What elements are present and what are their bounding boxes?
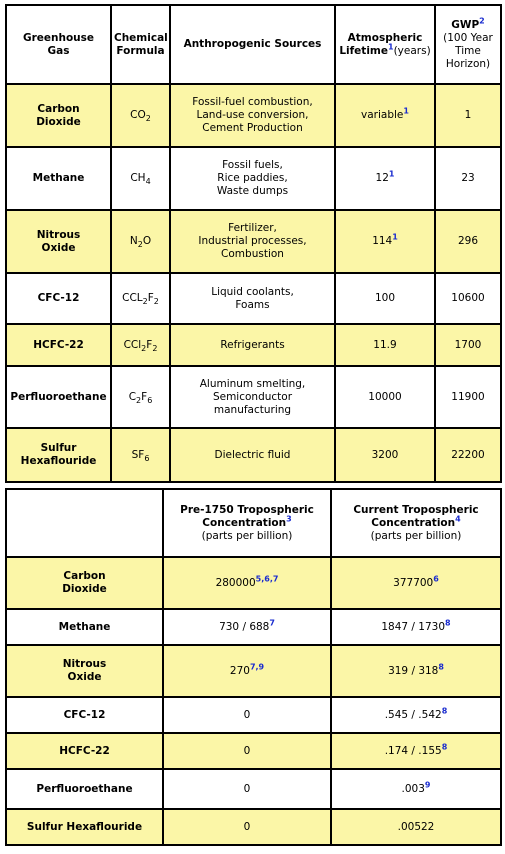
- table1-header-row: [6, 5, 501, 84]
- formula-subscript: 2: [152, 343, 158, 353]
- lifetime-value: 100: [374, 292, 396, 304]
- lifetime-unit: (years): [393, 44, 431, 57]
- lifetime-value: 12: [375, 172, 389, 184]
- formula-part: C: [128, 390, 137, 403]
- table-row: [6, 147, 501, 210]
- formula-part: F: [147, 292, 154, 304]
- gwp-note: (100 Year Time Horizon): [443, 31, 493, 70]
- formula-subscript: 2: [153, 297, 159, 307]
- gwp-value: 1700: [435, 324, 501, 366]
- formula-subscript: 2: [136, 395, 142, 405]
- chemical-formula: [111, 428, 170, 482]
- anthropogenic-sources: Liquid coolants, Foams: [170, 273, 335, 324]
- lifetime-value: 10000: [368, 390, 402, 403]
- pre-value: 0: [243, 744, 251, 757]
- table-row: [6, 645, 501, 697]
- lifetime-value: 3200: [371, 448, 399, 461]
- table-row: [6, 769, 501, 809]
- greenhouse-gas-properties-table: [5, 4, 502, 483]
- cur-value: .00522: [397, 820, 435, 833]
- atmospheric-lifetime: [335, 428, 435, 482]
- table2-body: [6, 557, 501, 845]
- pre-1750-concentration: [163, 733, 331, 769]
- table2-header-row: [6, 489, 501, 557]
- header-gwp: [435, 5, 501, 84]
- footnote-ref: 7: [269, 618, 275, 627]
- formula-part: O: [142, 235, 152, 247]
- lifetime-value: variable: [361, 109, 404, 121]
- gas-name: Sulfur Hexaflouride: [6, 809, 163, 845]
- pre-value: 280000: [215, 576, 256, 589]
- formula-subscript: 2: [141, 343, 147, 353]
- cur-value: .003: [401, 782, 425, 795]
- header-pre-1750-concentration: [163, 489, 331, 557]
- current-concentration: [331, 645, 501, 697]
- table-row: [6, 210, 501, 273]
- pre-value: 0: [243, 782, 251, 795]
- table-row: [6, 609, 501, 645]
- footnote-ref: 5,6,7: [255, 574, 279, 583]
- atmospheric-lifetime: [335, 366, 435, 428]
- gwp-value: 22200: [435, 428, 501, 482]
- footnote-ref: 8: [438, 662, 444, 671]
- pre-value: 730 / 688: [219, 620, 270, 633]
- header-anthropogenic-sources: Anthropogenic Sources: [170, 5, 335, 84]
- current-concentration: [331, 557, 501, 609]
- footnote-ref: 9: [424, 780, 431, 789]
- formula-subscript: 6: [144, 453, 150, 463]
- current-concentration: [331, 733, 501, 769]
- atmospheric-lifetime: [335, 324, 435, 366]
- cur-value: .545 / .542: [384, 708, 442, 721]
- formula-part: CO: [130, 109, 146, 121]
- gas-name: Carbon Dioxide: [6, 557, 163, 609]
- cur-title: Current Tropospheric Concentration: [353, 503, 479, 529]
- formula-subscript: 2: [145, 114, 151, 124]
- gas-name: Carbon Dioxide: [6, 84, 111, 147]
- pre-value: 0: [243, 708, 251, 721]
- gas-name: CFC-12: [6, 273, 111, 324]
- footnote-ref: 8: [445, 618, 451, 627]
- pre-1750-concentration: [163, 769, 331, 809]
- formula-part: CH: [130, 172, 146, 184]
- cur-unit: (parts per billion): [370, 529, 462, 542]
- footnote-ref: 1: [403, 106, 409, 116]
- table-row: [6, 324, 501, 366]
- table-row: [6, 366, 501, 428]
- formula-subscript: 6: [147, 395, 153, 405]
- table-row: [6, 84, 501, 147]
- footnote-ref: 8: [441, 742, 448, 751]
- anthropogenic-sources: Aluminum smelting, Semiconductor manufacturing: [170, 366, 335, 428]
- header-atmospheric-lifetime: [335, 5, 435, 84]
- atmospheric-lifetime: [335, 273, 435, 324]
- pre-1750-concentration: [163, 809, 331, 845]
- pre-value: 0: [243, 820, 251, 833]
- footnote-ref: 1: [388, 42, 394, 51]
- formula-part: F: [146, 338, 153, 351]
- formula-part: SF: [131, 448, 145, 461]
- gas-name: HCFC-22: [6, 324, 111, 366]
- lifetime-value: 114: [372, 235, 393, 247]
- anthropogenic-sources: Fossil fuels, Rice paddies, Waste dumps: [170, 147, 335, 210]
- formula-subscript: 2: [137, 240, 143, 250]
- gas-name: HCFC-22: [6, 733, 163, 769]
- footnote-ref: 6: [433, 574, 439, 583]
- lifetime-value: 11.9: [373, 338, 397, 351]
- atmospheric-lifetime: [335, 84, 435, 147]
- formula-part: CCL: [122, 292, 143, 304]
- footnote-ref: 3: [286, 514, 292, 523]
- chemical-formula: [111, 210, 170, 273]
- gas-name: Nitrous Oxide: [6, 645, 163, 697]
- current-concentration: [331, 609, 501, 645]
- chemical-formula: [111, 84, 170, 147]
- header-current-concentration: [331, 489, 501, 557]
- pre-1750-concentration: [163, 609, 331, 645]
- cur-value: 319 / 318: [388, 664, 439, 677]
- gwp-value: 1: [435, 84, 501, 147]
- formula-part: CCl: [123, 338, 142, 351]
- table1-body: [6, 84, 501, 482]
- footnote-ref: 8: [441, 706, 448, 715]
- gas-name: Methane: [6, 609, 163, 645]
- formula-part: N: [129, 235, 138, 247]
- chemical-formula: [111, 366, 170, 428]
- gas-name: Perfluoroethane: [6, 769, 163, 809]
- gas-name: Sulfur Hexaflouride: [6, 428, 111, 482]
- table-row: [6, 809, 501, 845]
- chemical-formula: [111, 324, 170, 366]
- gas-name: CFC-12: [6, 697, 163, 733]
- current-concentration: [331, 769, 501, 809]
- footnote-ref: 2: [479, 16, 485, 25]
- tropospheric-concentration-table: [5, 488, 502, 846]
- gas-name: Perfluoroethane: [6, 366, 111, 428]
- chemical-formula: [111, 147, 170, 210]
- pre-1750-concentration: [163, 557, 331, 609]
- header-greenhouse-gas: Greenhouse Gas: [6, 5, 111, 84]
- table-row: [6, 697, 501, 733]
- atmospheric-lifetime: [335, 210, 435, 273]
- gwp-value: 11900: [435, 366, 501, 428]
- lifetime-title: Atmospheric Lifetime: [339, 31, 423, 57]
- gas-name: Nitrous Oxide: [6, 210, 111, 273]
- pre-1750-concentration: [163, 697, 331, 733]
- pre-value: 270: [229, 664, 250, 677]
- table-row: [6, 273, 501, 324]
- header-gas-blank: [6, 489, 163, 557]
- cur-value: .174 / .155: [384, 744, 442, 757]
- formula-subscript: 4: [145, 177, 151, 187]
- gwp-value: 296: [435, 210, 501, 273]
- current-concentration: [331, 809, 501, 845]
- cur-value: 1847 / 1730: [381, 620, 446, 633]
- pre-unit: (parts per billion): [201, 529, 293, 542]
- gwp-title: GWP: [451, 18, 480, 31]
- atmospheric-lifetime: [335, 147, 435, 210]
- gwp-value: 10600: [435, 273, 501, 324]
- table-row: [6, 428, 501, 482]
- gas-name: Methane: [6, 147, 111, 210]
- footnote-ref: 4: [455, 514, 461, 523]
- anthropogenic-sources: Dielectric fluid: [170, 428, 335, 482]
- table-row: [6, 733, 501, 769]
- gwp-value: 23: [435, 147, 501, 210]
- header-chemical-formula: Chemical Formula: [111, 5, 170, 84]
- formula-subscript: 2: [142, 297, 148, 307]
- footnote-ref: 7,9: [249, 662, 265, 671]
- pre-1750-concentration: [163, 645, 331, 697]
- anthropogenic-sources: Fossil-fuel combustion, Land-use conversion, Cement Production: [170, 84, 335, 147]
- table-row: [6, 557, 501, 609]
- cur-value: 377700: [393, 576, 434, 589]
- anthropogenic-sources: Refrigerants: [170, 324, 335, 366]
- footnote-ref: 1: [392, 232, 398, 242]
- footnote-ref: 1: [388, 169, 395, 179]
- current-concentration: [331, 697, 501, 733]
- anthropogenic-sources: Fertilizer, Industrial processes, Combustion: [170, 210, 335, 273]
- formula-part: F: [141, 390, 148, 403]
- chemical-formula: [111, 273, 170, 324]
- pre-title: Pre-1750 Tropospheric Concentration: [180, 503, 314, 529]
